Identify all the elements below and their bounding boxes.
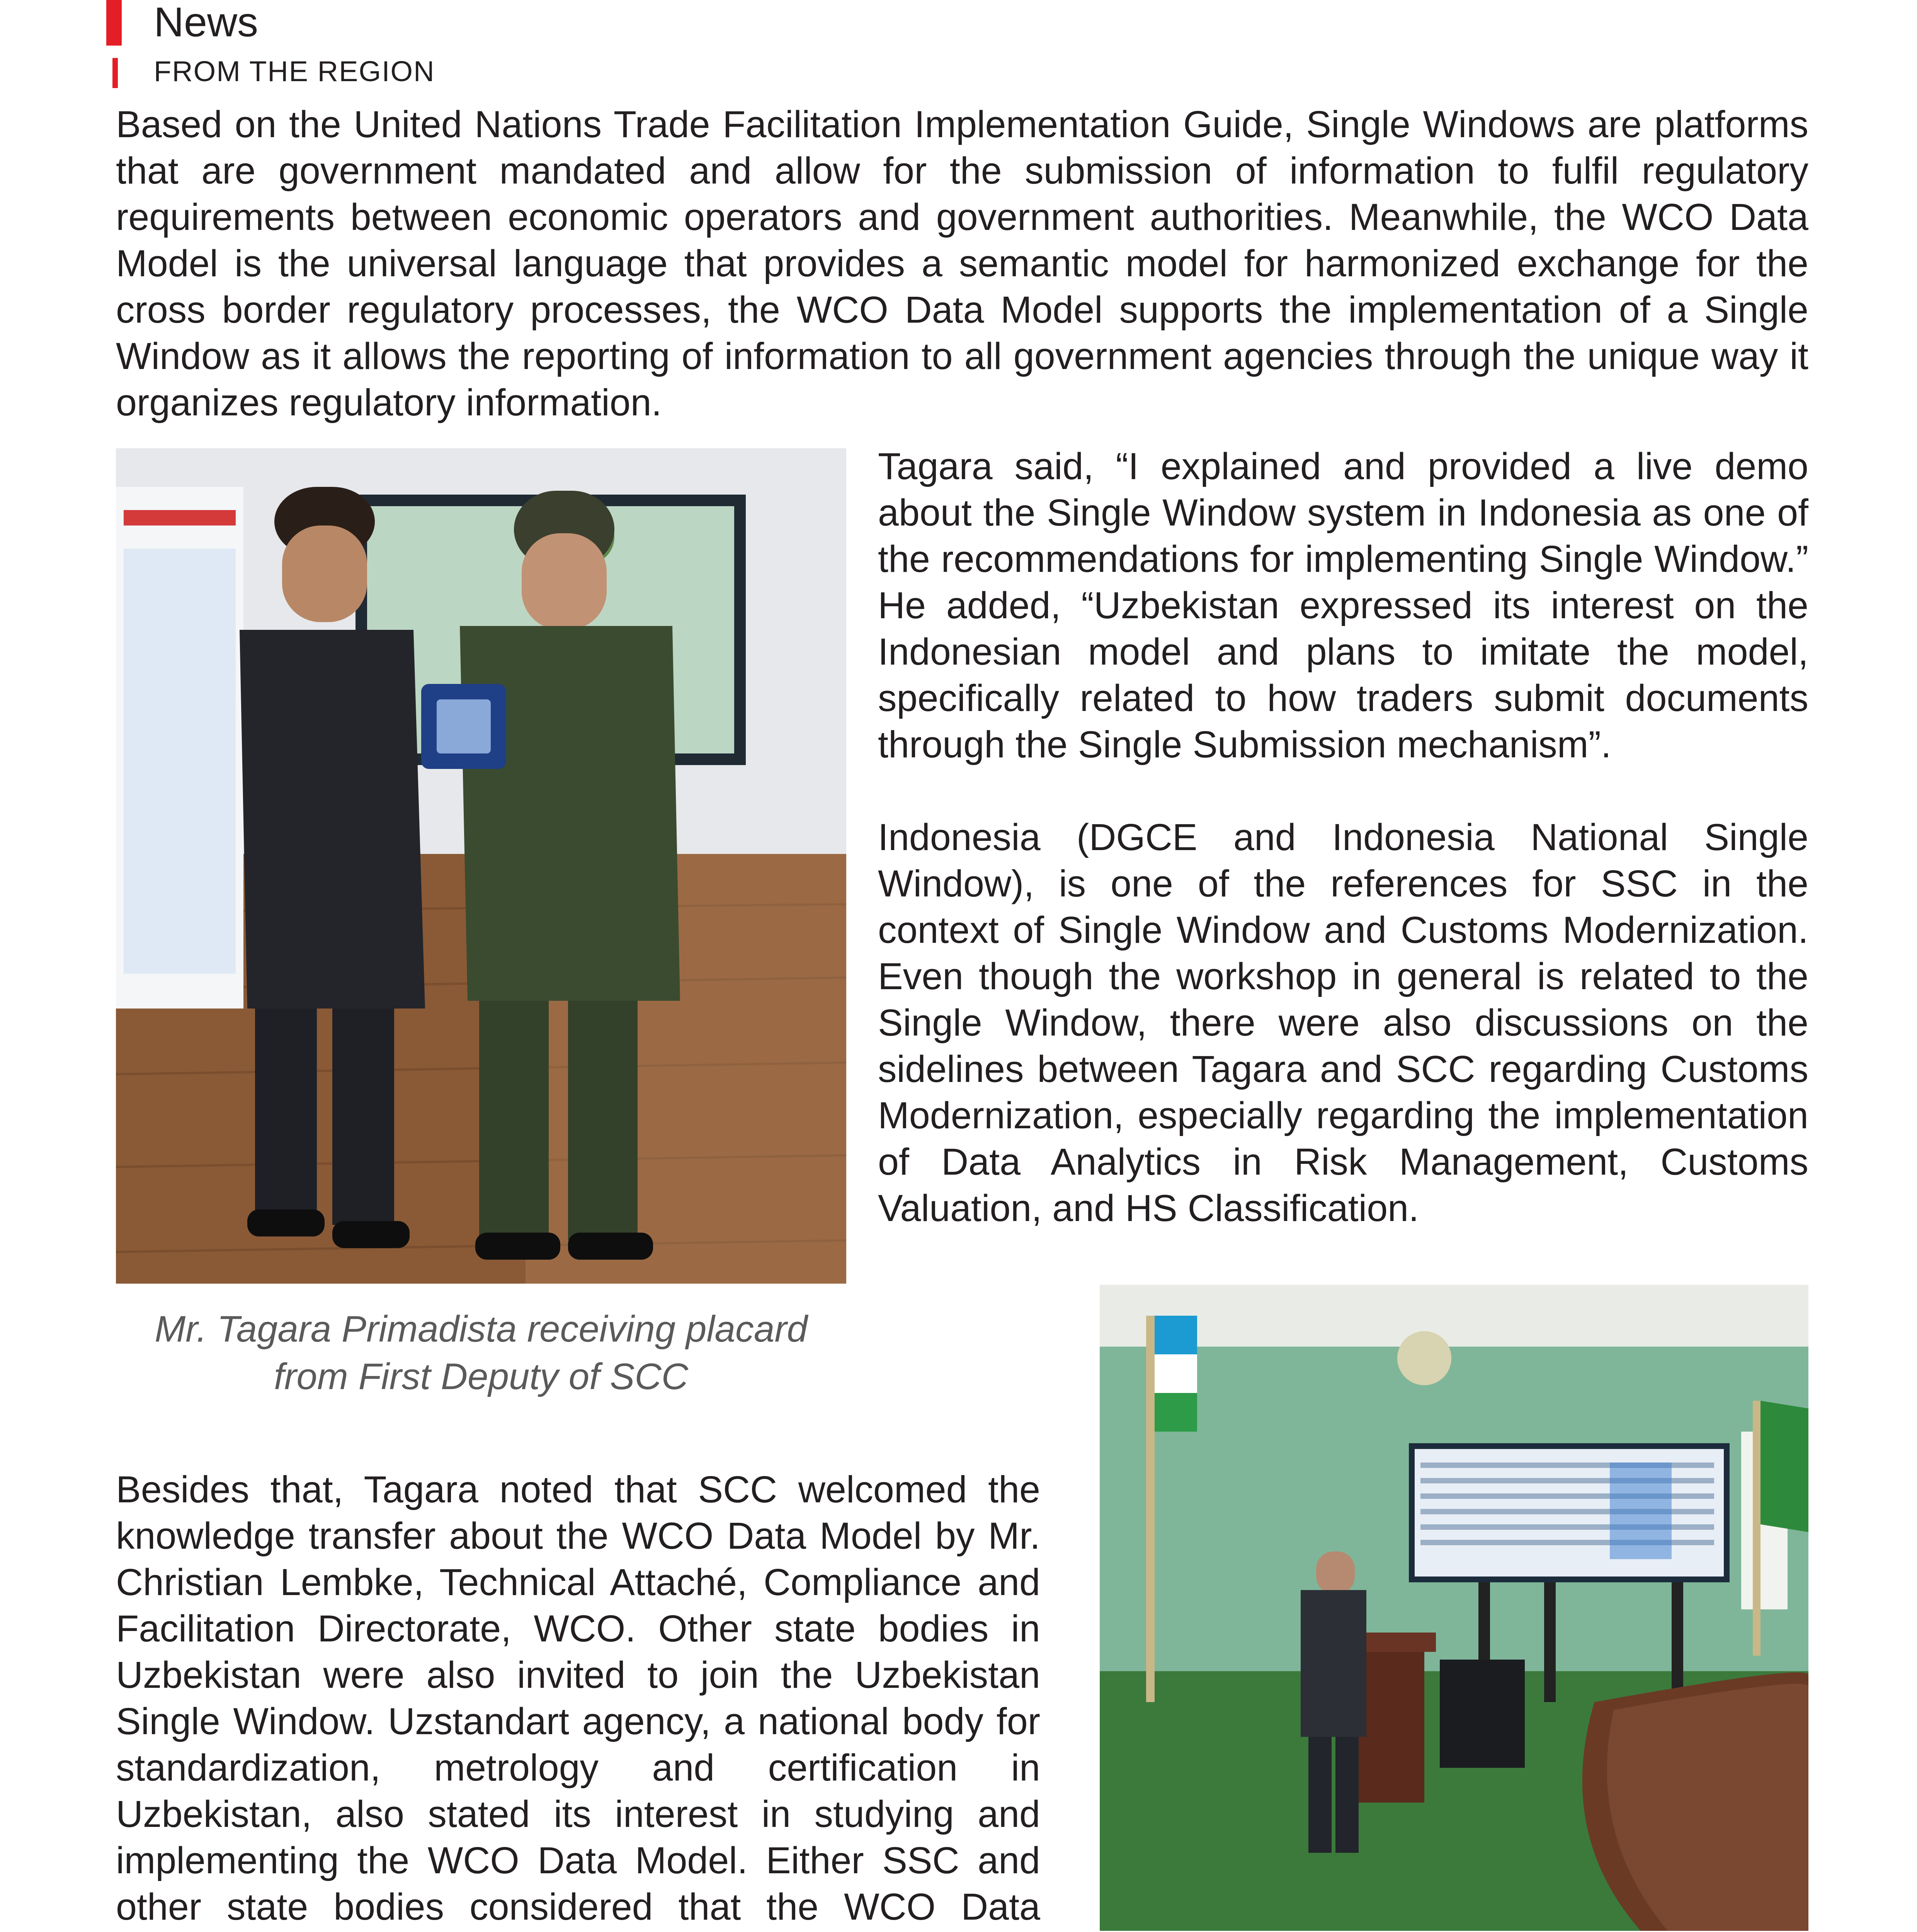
- left-column: [116, 1466, 1040, 1932]
- photo-caption-1: Mr. Tagara Primadista receiving placard from First Deputy of SCC: [155, 1308, 808, 1397]
- section-title: News: [154, 0, 259, 45]
- photo-lembke-presentation-image: [1100, 1285, 1808, 1931]
- right-paragraph-1: Tagara said, “I explained and provided a live demo about the Single Window system in Indonesia as one of the recommendations for implementing Single Window.” He added, “Uzbekistan expressed its interest on the Indonesian model and plans to imitate the model, specifically related to how traders submit documents through the Single Submission mechanism”.: [878, 445, 1808, 765]
- intro-paragraph: [116, 101, 1808, 426]
- header-accent-bar-small: [112, 58, 118, 88]
- header-accent-bar: [106, 0, 122, 46]
- photo-lembke-presentation: [1100, 1285, 1808, 1931]
- photo-placard-ceremony: [116, 448, 846, 1284]
- photo-placard-ceremony-image: [116, 448, 846, 1284]
- section-subtitle: FROM THE REGION: [154, 55, 435, 87]
- right-column: [878, 443, 1808, 1231]
- right-paragraph-2: Indonesia (DGCE and Indonesia National Single Window), is one of the references for SSC in the context of Single Window and Customs Modernization. Even though the workshop in general is related to the Single Window, there were also discussions on the sidelines between Tagara and SCC regarding Customs Modernization, especially regarding the implementation of Data Analytics in Risk Management, Customs Valuation, and HS Classification.: [878, 816, 1808, 1229]
- left-paragraph-1: Besides that, Tagara noted that SCC welcomed the knowledge transfer about the WCO Data Model by Mr. Christian Lembke, Technical Attaché, Compliance and Facilitation Directorate, WCO. Other state bodies in Uzbekistan were also invited to join the Uzbekistan Single Window. Uzstandart agency, a national body for standardization, metrology and certification in Uzbekistan, also stated its interest in studying and implementing the WCO Data Model. Either SSC and other state bodies considered that the WCO Data: [116, 1468, 1040, 1928]
- intro-text: Based on the United Nations Trade Facilitation Implementation Guide, Single Windows are platforms that are government mandated and allow for the submission of information to fulfil regulatory requirements between economic operators and government authorities. Meanwhile, the WCO Data Model is the universal language that provides a semantic model for harmonized exchange for the cross border regulatory processes, the WCO Data Model supports the implementation of a Single Window as it allows the reporting of information to all government agencies through the unique way it organizes regulatory information.: [116, 103, 1808, 423]
